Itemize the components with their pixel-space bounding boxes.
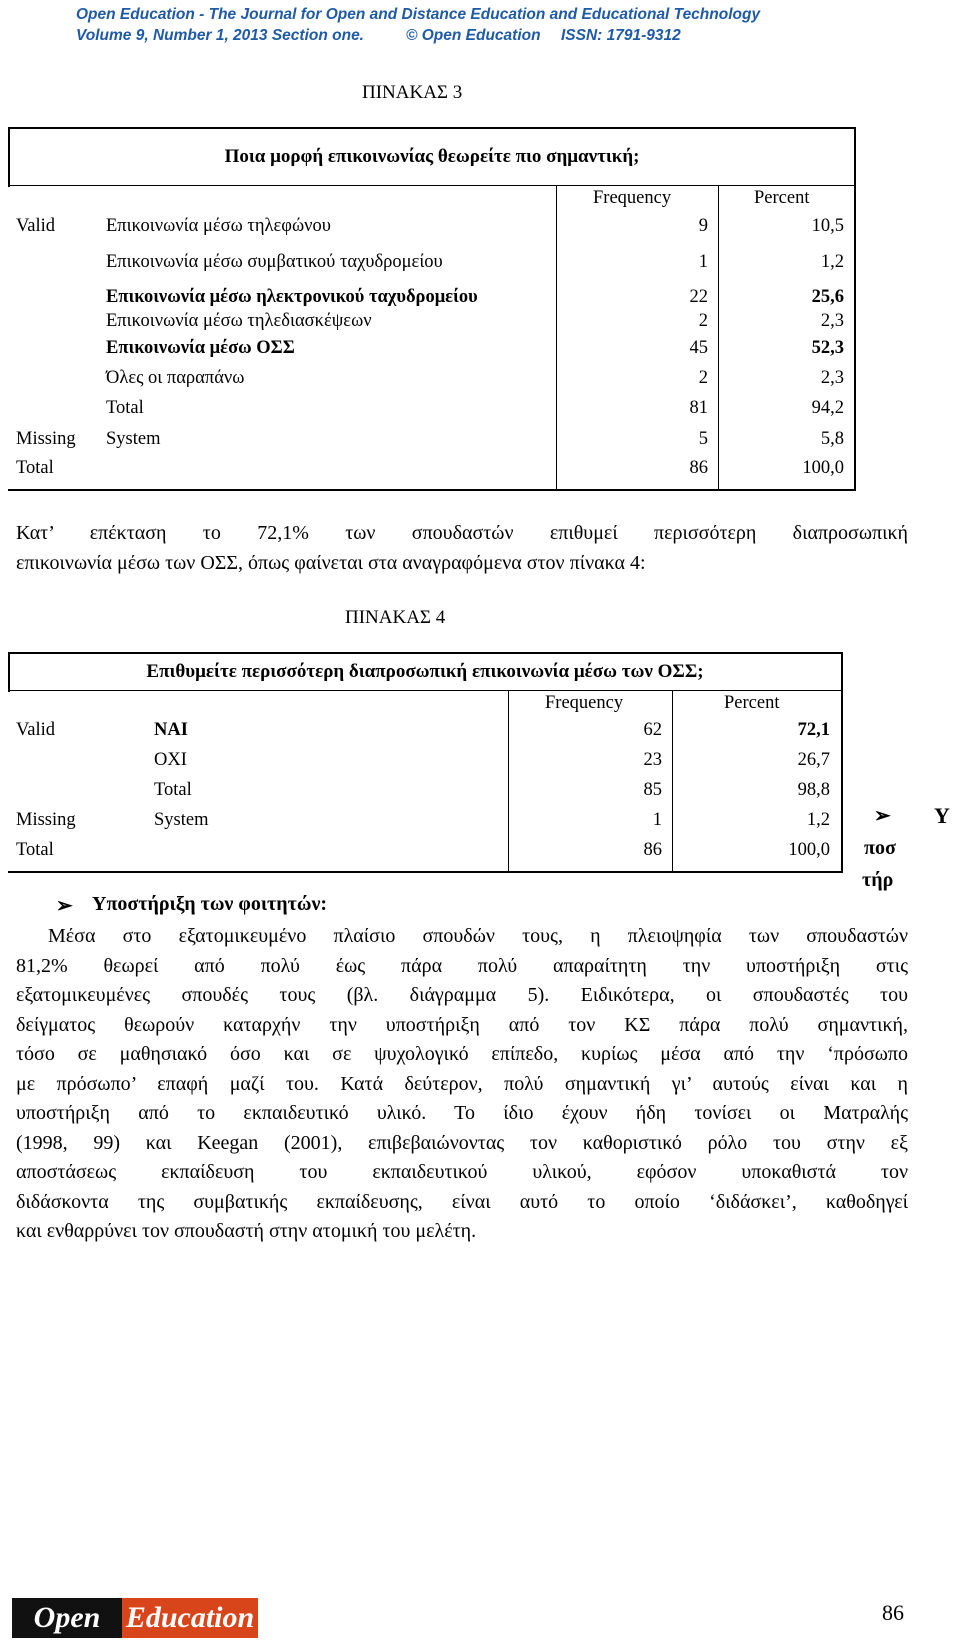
section-body-line: Μέσα στο εξατομικευμένο πλαίσιο σπουδών τους, η πλειοψηφία των σπουδαστών: [48, 925, 908, 947]
margin-fragment-letter: Υ: [934, 803, 950, 828]
table3-row-freq: 2: [698, 368, 708, 388]
journal-header: [76, 4, 876, 46]
table4-row-freq: 85: [643, 780, 662, 800]
table3-row-label: Επικοινωνία μέσω συμβατικού ταχυδρομείου: [106, 252, 443, 272]
section-body-line: εξατομικευμένες σπουδές τους (βλ. διάγραμμα 5). Ειδικότερα, οι σπουδαστές του: [16, 984, 908, 1006]
section-body-line: τόσο σε μαθησιακό όσο και σε ψυχολογικό επίπεδο, κυρίως μέσα από την ‘πρόσωπο: [16, 1043, 908, 1065]
margin-fragment-text: ποσ: [864, 837, 896, 859]
table3-row-pct: 1,2: [820, 252, 844, 272]
table3-group-label: Missing: [16, 429, 76, 449]
table3-group-label: Total: [16, 458, 54, 478]
table3-row-pct: 10,5: [811, 216, 844, 236]
section-body-line: (1998, 99) και Keegan (2001), επιβεβαιώνοντας τον καθοριστικό ρόλο του στην εξ: [16, 1132, 908, 1154]
section-body-line: αποστάσεως εκπαίδευση του εκπαιδευτικού υλικού, εφόσον υποκαθιστά τον: [16, 1161, 908, 1183]
table3-title: Ποια μορφή επικοινωνίας θεωρείτε πιο σημαντική;: [224, 146, 640, 167]
table3-row-label: Επικοινωνία μέσω τηλεδιασκέψεων: [106, 311, 372, 331]
section-arrow-icon: ➢: [56, 895, 73, 917]
section-body-line: 81,2% θεωρεί από πολύ έως πάρα πολύ απαραίτητη την υποστήριξη στις: [16, 955, 908, 977]
section-body-line: και ενθαρρύνει τον σπουδαστή στην ατομική του μελέτη.: [16, 1220, 477, 1242]
intro-paragraph-line: επικοινωνία μέσω των ΟΣΣ, όπως φαίνεται στα αναγραφόμενα στον πίνακα 4:: [16, 552, 646, 574]
table3-col-percent: Percent: [754, 188, 810, 208]
open-education-logo: [12, 1598, 258, 1638]
table3-row-label: Επικοινωνία μέσω ΟΣΣ: [106, 338, 295, 358]
table4-row-pct: 72,1: [797, 720, 830, 740]
table3-row-freq: 5: [698, 429, 708, 449]
margin-arrow-icon: ➢: [874, 805, 891, 827]
table3-row-pct: 2,3: [820, 368, 844, 388]
table3-row-label: Όλες οι παραπάνω: [106, 368, 245, 388]
table4-row-pct: 1,2: [806, 810, 830, 830]
table3-row-label: Total: [106, 398, 144, 418]
logo-open-text: Open: [12, 1598, 122, 1638]
table3-row-pct: 2,3: [820, 311, 844, 331]
table4-col-frequency: Frequency: [545, 693, 624, 713]
table3-row-freq: 1: [698, 252, 708, 272]
page-number: 86: [882, 1600, 904, 1625]
table3-row-label: Επικοινωνία μέσω ηλεκτρονικού ταχυδρομείου: [106, 287, 478, 307]
table4-col-percent: Percent: [724, 693, 780, 713]
table4-caption: ΠΙΝΑΚΑΣ 4: [345, 607, 446, 628]
intro-paragraph-line: Κατ’ επέκταση το 72,1% των σπουδαστών επιθυμεί περισσότερη διαπροσωπική: [16, 522, 908, 544]
section-body-line: διδάσκοντα της συμβατικής εκπαίδευσης, είναι αυτό το οποίο ‘διδάσκει’, καθοδηγεί: [16, 1191, 908, 1213]
table3-row-freq: 9: [698, 216, 708, 236]
table4-row-freq: 23: [643, 750, 662, 770]
table3-caption: ΠΙΝΑΚΑΣ 3: [362, 82, 463, 103]
table3-row-pct: 25,6: [811, 287, 844, 307]
table4-row-pct: 98,8: [797, 780, 830, 800]
table4-row-label: ΝΑΙ: [154, 720, 188, 740]
table3-row-label: System: [106, 429, 161, 449]
table3-row-pct: 52,3: [811, 338, 844, 358]
margin-fragment-text: τήρ: [862, 869, 894, 891]
journal-meta: [76, 25, 876, 46]
table4-row-label: Total: [154, 780, 192, 800]
table3-row-pct: 100,0: [802, 458, 844, 478]
table3-row-freq: 22: [689, 287, 708, 307]
journal-volume: Volume 9, Number 1, 2013 Section one.: [76, 27, 364, 44]
logo-education-text: Education: [122, 1598, 258, 1638]
table4-row-label: System: [154, 810, 209, 830]
journal-copyright: © Open Education: [406, 27, 541, 44]
table4-group-label: Valid: [16, 720, 56, 740]
journal-title: Open Education - The Journal for Open and Distance Education and Educational Technology: [76, 6, 761, 23]
table3-row-pct: 5,8: [820, 429, 844, 449]
table3-row-pct: 94,2: [811, 398, 844, 418]
table3-row-freq: 45: [689, 338, 708, 358]
table4-row-freq: 62: [643, 720, 662, 740]
table4-row-label: ΟΧΙ: [154, 750, 187, 770]
table3-row-freq: 86: [689, 458, 708, 478]
table4-group-label: Missing: [16, 810, 76, 830]
section-heading: Υποστήριξη των φοιτητών:: [92, 893, 328, 915]
table4-group-label: Total: [16, 840, 54, 860]
table3-col-frequency: Frequency: [593, 188, 672, 208]
table4-title: Επιθυμείτε περισσότερη διαπροσωπική επικοινωνία μέσω των ΟΣΣ;: [146, 661, 704, 682]
table4-row-pct: 26,7: [797, 750, 830, 770]
table4-row-freq: 86: [643, 840, 662, 860]
section-body-line: με πρόσωπο’ επαφή μαζί του. Κατά δεύτερον, πολύ σημαντική γι’ αυτούς είναι και η: [16, 1073, 908, 1095]
table3-row-label: Επικοινωνία μέσω τηλεφώνου: [106, 216, 331, 236]
section-body-line: δείγματος θεωρούν καταρχήν την υποστήριξη από τον ΚΣ πάρα πολύ σημαντική,: [16, 1014, 908, 1036]
table3-row-freq: 81: [689, 398, 708, 418]
table4-row-pct: 100,0: [788, 840, 830, 860]
section-body-line: υποστήριξη από το εκπαιδευτικό υλικό. Το ίδιο έχουν ήδη τονίσει οι Ματραλής: [16, 1102, 908, 1124]
journal-issn: ISSN: 1791-9312: [561, 27, 681, 44]
table3-row-freq: 2: [698, 311, 708, 331]
table4-row-freq: 1: [652, 810, 662, 830]
table3-group-label: Valid: [16, 216, 56, 236]
